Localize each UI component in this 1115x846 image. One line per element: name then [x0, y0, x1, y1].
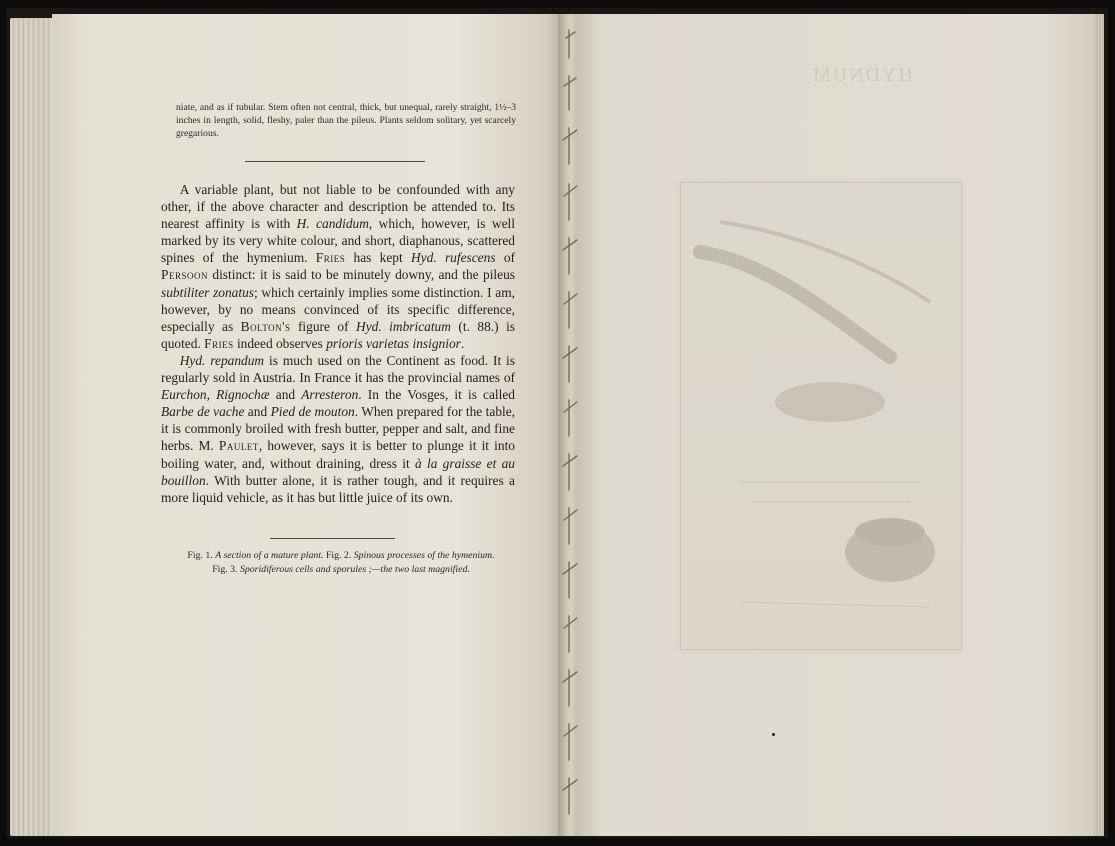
caption-divider: [270, 538, 395, 539]
vernacular-name: Barbe de vache: [161, 404, 245, 420]
fig-label: Fig. 2.: [323, 550, 354, 561]
body-text: [161, 181, 515, 506]
fig-description: Spinous processes of the hymenium.: [353, 550, 495, 561]
latin-phrase: subtiliter zonatus: [161, 284, 254, 300]
text-run: and: [244, 404, 271, 420]
text-run: of: [495, 250, 515, 266]
plate-impression: [680, 182, 962, 650]
vernacular-name: Arresteron: [301, 387, 359, 403]
vernacular-name: Rignochæ: [216, 387, 270, 403]
text-run: and: [269, 387, 302, 403]
text-run: . With butter alone, it is rather tough, and it requires a more liquid vehicle, as it has but little juice of its own.: [161, 472, 515, 505]
right-page-edges: [1094, 14, 1104, 836]
latin-phrase: prioris varietas insignior: [326, 335, 461, 351]
binding-stitches: [557, 24, 587, 834]
fig-description: Sporidiferous cells and sporules ;—the two last magnified.: [239, 564, 470, 575]
offset-header: HYDNUM: [811, 64, 913, 86]
text-run: ,: [206, 387, 217, 403]
author-name: Paulet: [218, 438, 259, 454]
ink-speck: [772, 733, 775, 736]
fig-label: Fig. 1.: [187, 550, 216, 561]
top-paragraph: [176, 101, 516, 140]
species-name: H. candidum: [296, 216, 369, 232]
text-run: , however, says it is better to plunge it it into boiling water, and, without draining, dress it: [161, 438, 515, 471]
text-run: has kept: [345, 250, 412, 266]
author-name: Bolton's: [240, 318, 291, 334]
text-run: A variable plant, but not liable to be confounded with any other, if the above character and description be attended to. Its nearest affinity is with: [161, 182, 515, 232]
figure-caption-line-1: [163, 549, 519, 563]
species-name: Hyd. repandum: [179, 352, 265, 368]
vernacular-name: Eurchon: [161, 387, 207, 403]
text-run: .: [460, 335, 465, 351]
author-name: Persoon: [161, 267, 208, 283]
text-run: , which, however, is well marked by its very white colour, and short, diaphanous, scattered spines of the hymenium.: [161, 216, 515, 266]
paragraph-1: [161, 181, 515, 352]
figure-caption-line-2: [163, 563, 519, 577]
text-run: is much used on the Continent as food. It is regularly sold in Austria. In France it has the provincial names of: [161, 352, 515, 386]
species-name: Hyd. rufescens: [411, 250, 496, 266]
text-run: distinct: it is said to be minutely downy, and the pileus: [207, 267, 515, 283]
french-phrase: à la graisse et au bouillon: [161, 455, 515, 488]
author-name: Fries: [204, 335, 234, 351]
text-run: indeed observes: [233, 335, 327, 351]
text-run: . When prepared for the table, it is commonly broiled with fresh butter, pepper and salt, and fine herbs. M.: [161, 404, 516, 454]
fig-description: A section of a mature plant.: [215, 550, 324, 561]
text-run: figure of: [290, 318, 357, 334]
author-name: Fries: [315, 250, 346, 266]
left-page-edges: [10, 18, 56, 836]
text-run: . In the Vosges, it is called: [358, 387, 515, 403]
vernacular-name: Pied de mouton: [270, 404, 355, 420]
fig-label: Fig. 3.: [212, 564, 240, 575]
text-run: (t. 88.) is quoted.: [161, 318, 515, 351]
plate-illustration: [680, 182, 962, 650]
section-divider: [245, 161, 425, 162]
text-run: ; which certainly implies some distinction. I am, however, by no means convinced of its specific difference, especially as: [161, 284, 515, 334]
top-paragraph-text: niate, and as if tubular. Stem often not central, thick, but unequal, rarely straight, 1½–3 inches in length, solid, fleshy, paler than the pileus. Plants seldom solitary, yet scarcely gregarious.: [176, 102, 516, 139]
figure-caption: [163, 549, 519, 577]
species-name: Hyd. imbricatum: [356, 318, 451, 334]
paragraph-2: [161, 352, 515, 506]
